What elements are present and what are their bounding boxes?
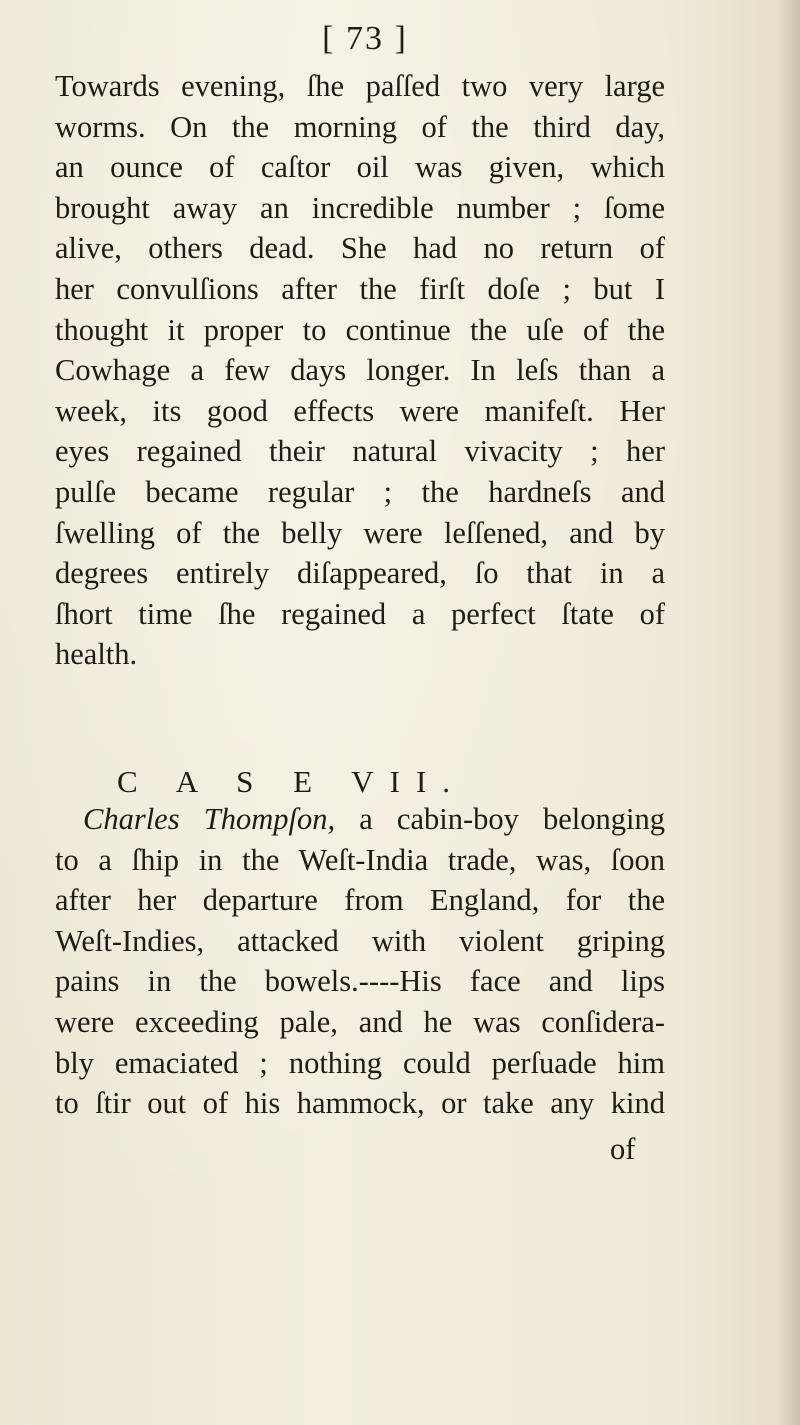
- text-line: worms. On the morning of the third day,: [55, 109, 665, 144]
- patient-name: Charles Thompſon,: [83, 802, 336, 836]
- text-line: to ſtir out of his hammock, or take any kind: [55, 1086, 665, 1121]
- text-line: pains in the bowels.----His face and lips: [55, 964, 665, 999]
- text-line: after her departure from England, for the: [55, 883, 665, 918]
- text-line: alive, others dead. She had no return of: [55, 231, 665, 266]
- text-line-rest: a cabin-boy belonging: [335, 802, 665, 836]
- page-edge-shadow: [778, 0, 800, 1425]
- case-heading: C A S E VII.: [117, 764, 467, 799]
- text-line: pulſe became regular ; the hardneſs and: [55, 474, 665, 509]
- text-line: degrees entirely diſappeared, ſo that in a: [55, 556, 665, 591]
- page-number-header: [0, 20, 800, 58]
- text-line: eyes regained their natural vivacity ; her: [55, 434, 665, 469]
- text-line: health.: [55, 637, 138, 672]
- text-line: were exceeding pale, and he was conſidera-: [55, 1004, 665, 1039]
- page-number: [ 73 ]: [322, 20, 408, 57]
- paragraph-2: [55, 799, 665, 1124]
- paragraph-1: [55, 66, 665, 675]
- text-line: Cowhage a few days longer. In leſs than a: [55, 353, 665, 388]
- text-line: Weſt-Indies, attacked with violent griping: [55, 923, 665, 958]
- text-line: [55, 799, 665, 840]
- text-line: thought it proper to continue the uſe of the: [55, 312, 665, 347]
- text-line: ſhort time ſhe regained a perfect ſtate of: [55, 596, 665, 631]
- text-line: brought away an incredible number ; ſome: [55, 190, 665, 225]
- text-line: bly emaciated ; nothing could perſuade him: [55, 1045, 665, 1080]
- catchword: of: [610, 1132, 636, 1166]
- text-line: to a ſhip in the Weſt-India trade, was, ſoon: [55, 842, 665, 877]
- text-line: ſwelling of the belly were leſſened, and by: [55, 515, 665, 550]
- text-line: week, its good effects were manifeſt. Her: [55, 393, 665, 428]
- text-line: her convulſions after the firſt doſe ; but I: [55, 271, 665, 306]
- text-line: an ounce of caſtor oil was given, which: [55, 150, 665, 185]
- text-line: Towards evening, ſhe paſſed two very large: [55, 69, 665, 103]
